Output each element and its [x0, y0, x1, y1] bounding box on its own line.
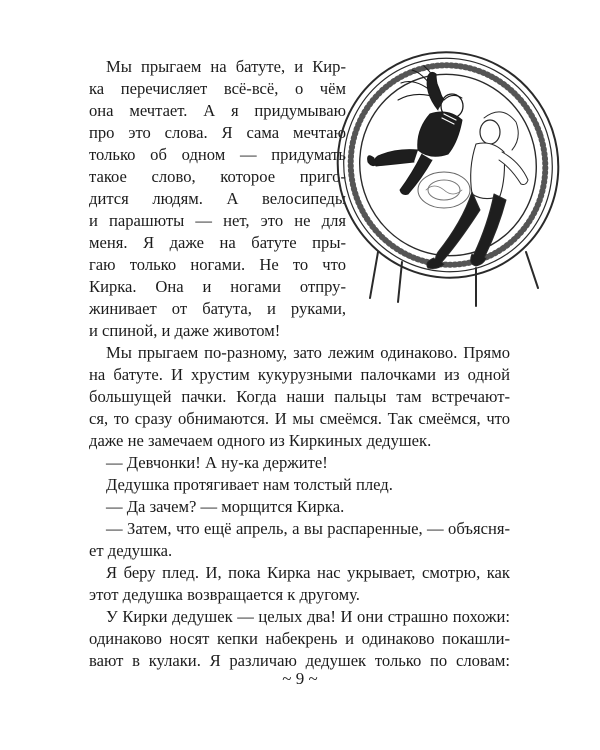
text-line: и парашюты — нет, это не для — [89, 211, 346, 230]
text-line: ет дедушка. — [89, 541, 173, 560]
text-line: даже не замечаем одного из Киркиных дедушек. — [89, 431, 432, 450]
text-line: одинаково носят кепки набекрень и одинаково покашли- — [89, 629, 510, 648]
text-line: гаю только ногами. Не то что — [89, 255, 346, 274]
text-line: и спиной, и даже животом! — [89, 321, 281, 340]
text-line: этот дедушка возвращается к другому. — [89, 585, 360, 604]
text-line: ся, то сразу обнимаются. И мы смеёмся. Так смеёмся, что — [89, 409, 510, 428]
text-line: Я беру плед. И, пока Кирка нас укрывает, смотрю, как — [106, 563, 510, 582]
text-line: на батуте. И хрустим кукурузными палочками из одной — [89, 365, 510, 384]
text-line: — Затем, что ещё апрель, а вы распаренные, — объясня- — [106, 519, 510, 538]
text-line: большущей пачки. Когда наши пальцы там встречают- — [89, 387, 510, 406]
text-line: такое слово, которое приго- — [89, 167, 346, 186]
text-line: только об одном — придумать — [89, 145, 346, 164]
text-line: меня. Я даже на батуте пры- — [89, 233, 346, 252]
text-line: она мечтает. А я придумываю — [89, 101, 346, 120]
text-line: Мы прыгаем на батуте, и Кир- — [106, 57, 346, 76]
text-line: вают в кулаки. Я различаю дедушек только по словам: — [89, 651, 510, 670]
text-line: дится людям. А велосипеды — [89, 189, 346, 208]
page-number: ~ 9 ~ — [282, 669, 318, 688]
text-line: Кирка. Она и ногами отпру- — [89, 277, 346, 296]
text-line: — Да зачем? — морщится Кирка. — [106, 497, 345, 516]
text-line: ка перечисляет всё-всё, о чём — [89, 79, 346, 98]
text-line: про это слова. Я сама мечтаю — [89, 123, 346, 142]
text-line: — Девчонки! А ну-ка держите! — [106, 453, 328, 472]
text-line: Дедушка протягивает нам толстый плед. — [106, 475, 393, 494]
text-line: У Кирки дедушек — целых два! И они страшно похожи: — [106, 607, 510, 626]
trampoline-illustration — [326, 40, 561, 310]
text-line: жинивает от батута, и руками, — [89, 299, 346, 318]
text-line: Мы прыгаем по-разному, зато лежим одинаково. Прямо — [106, 343, 510, 362]
